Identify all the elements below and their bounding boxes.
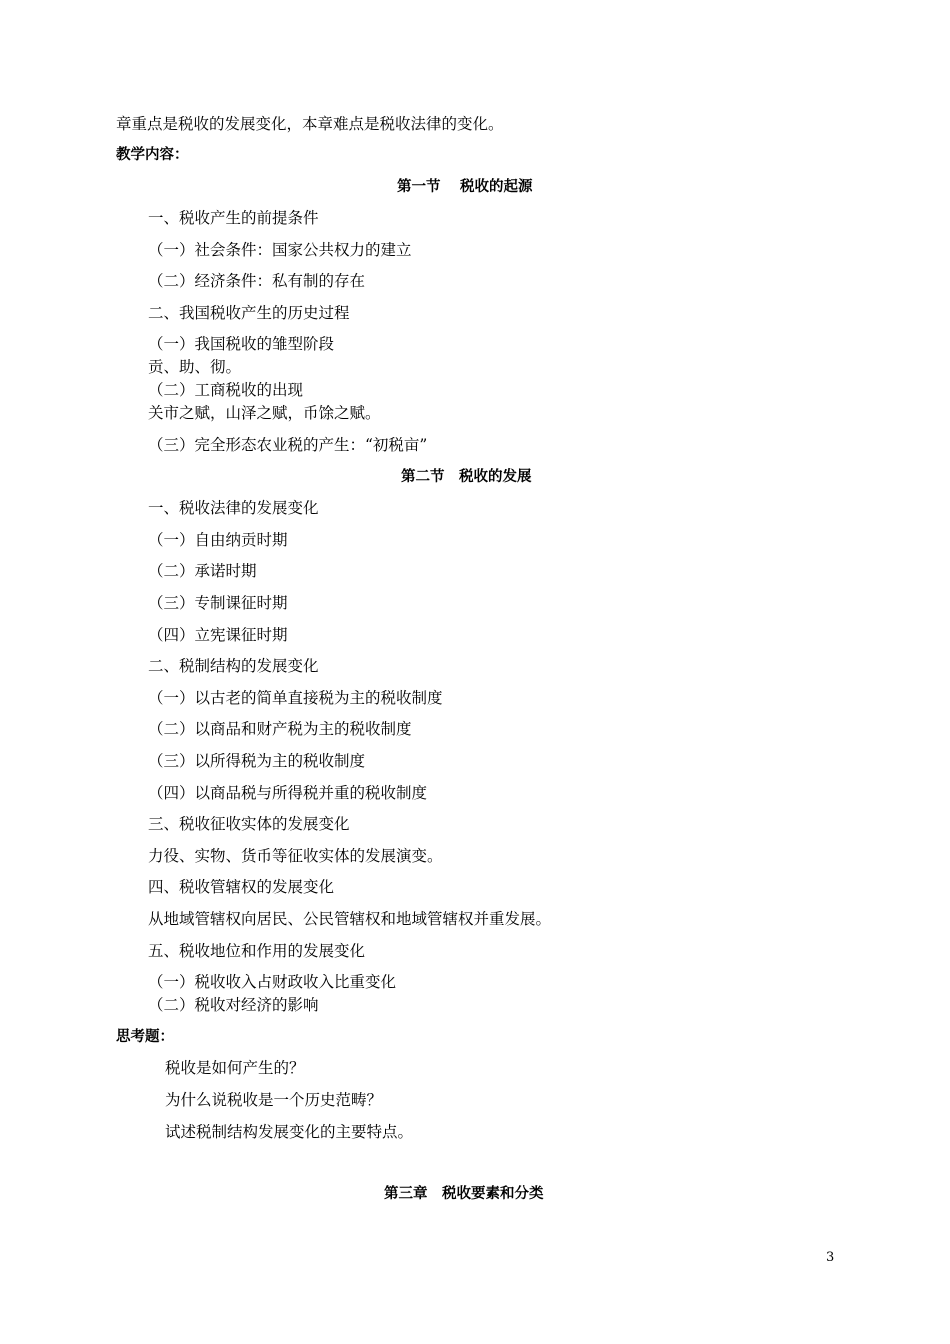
section-2-item: （一）自由纳贡时期 [148, 531, 288, 549]
question-item: 税收是如何产生的？ [165, 1059, 305, 1077]
questions-label: 思考题： [116, 1029, 174, 1045]
section-2-item: 三、税收征收实体的发展变化 [148, 815, 350, 833]
section-1-item: 贡、助、彻。 [148, 358, 242, 376]
section-2-item: （三）以所得税为主的税收制度 [148, 752, 366, 770]
section-2-item: 一、税收法律的发展变化 [148, 499, 319, 517]
section-1-item: 关市之赋，山泽之赋，币馀之赋。 [148, 404, 381, 422]
section-2-title: 第二节 税收的发展 [401, 469, 532, 485]
section-1-item: （二）经济条件：私有制的存在 [148, 272, 366, 290]
section-1-item: 二、我国税收产生的历史过程 [148, 304, 350, 322]
section-1-item: （一）我国税收的雏型阶段 [148, 335, 335, 353]
section-1-item: 一、税收产生的前提条件 [148, 209, 319, 227]
section-2-item: （四）以商品税与所得税并重的税收制度 [148, 784, 428, 802]
chapter-3-title: 第三章 税收要素和分类 [384, 1186, 544, 1202]
section-1-item: （一）社会条件：国家公共权力的建立 [148, 241, 412, 259]
section-2-item: （二）以商品和财产税为主的税收制度 [148, 720, 412, 738]
section-1-item: （二）工商税收的出现 [148, 381, 304, 399]
section-2-item: 二、税制结构的发展变化 [148, 657, 319, 675]
section-2-item: 从地域管辖权向居民、公民管辖权和地域管辖权并重发展。 [148, 910, 552, 928]
question-item: 试述税制结构发展变化的主要特点。 [165, 1123, 414, 1141]
page-number: 3 [826, 1250, 835, 1265]
question-item: 为什么说税收是一个历史范畴？ [165, 1091, 383, 1109]
section-2-item: 五、税收地位和作用的发展变化 [148, 942, 366, 960]
section-2-item: （一）税收收入占财政收入比重变化 [148, 973, 397, 991]
section-2-item: （三）专制课征时期 [148, 594, 288, 612]
section-2-item: （二）税收对经济的影响 [148, 996, 319, 1014]
section-1-title: 第一节 税收的起源 [397, 179, 533, 195]
section-2-item: 力役、实物、货币等征收实体的发展演变。 [148, 847, 443, 865]
section-2-item: 四、税收管辖权的发展变化 [148, 878, 335, 896]
section-1-item: （三）完全形态农业税的产生：“初税亩” [148, 436, 428, 454]
section-2-item: （二）承诺时期 [148, 562, 257, 580]
section-2-item: （四）立宪课征时期 [148, 626, 288, 644]
intro-line: 章重点是税收的发展变化，本章难点是税收法律的变化。 [116, 115, 504, 133]
teaching-content-label: 教学内容： [116, 147, 189, 163]
section-2-item: （一）以古老的简单直接税为主的税收制度 [148, 689, 443, 707]
